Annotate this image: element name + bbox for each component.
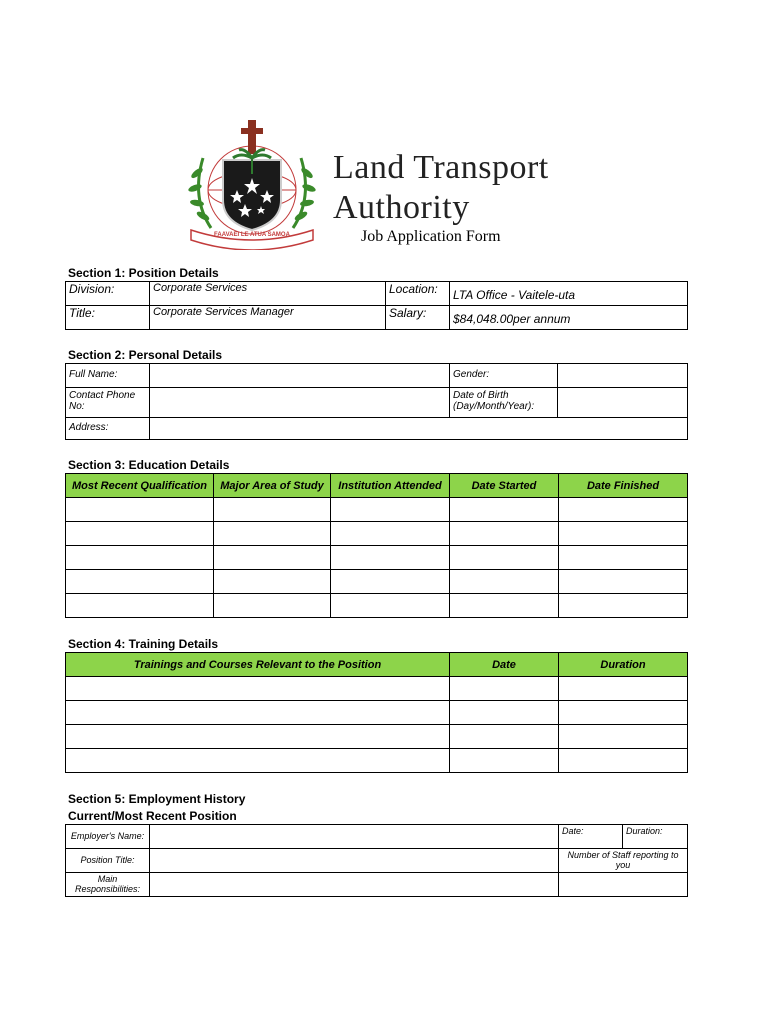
section1-title: Section 1: Position Details <box>68 266 219 280</box>
division-label: Division: <box>66 282 150 306</box>
table-row <box>66 546 688 570</box>
table-row <box>66 677 688 701</box>
gender-label: Gender: <box>450 364 558 388</box>
form-title: Job Application Form <box>361 228 501 245</box>
cell[interactable] <box>450 522 559 546</box>
table-row <box>66 594 688 618</box>
cell[interactable] <box>66 498 214 522</box>
org-name-line1: Land Transport <box>333 149 549 186</box>
education-table <box>65 473 688 618</box>
staff-reporting-field[interactable] <box>559 873 688 897</box>
salary-label: Salary: <box>386 306 450 330</box>
staff-reporting-label: Number of Staff reporting to you <box>559 849 688 873</box>
cell[interactable] <box>559 546 688 570</box>
position-details-table <box>65 281 688 330</box>
address-label: Address: <box>66 418 150 440</box>
table-row <box>66 570 688 594</box>
cell[interactable] <box>331 522 450 546</box>
cell[interactable] <box>559 677 688 701</box>
cell[interactable] <box>66 749 450 773</box>
col-date-started: Date Started <box>450 474 559 498</box>
training-table <box>65 652 688 773</box>
position-title-label: Position Title: <box>66 849 150 873</box>
cell[interactable] <box>331 570 450 594</box>
location-value: LTA Office - Vaitele-uta <box>450 282 688 306</box>
position-title-field[interactable] <box>150 849 559 873</box>
section4-title: Section 4: Training Details <box>68 637 219 651</box>
cell[interactable] <box>450 570 559 594</box>
employer-name-label: Employer's Name: <box>66 825 150 849</box>
cell[interactable] <box>66 677 450 701</box>
date-label: Date: <box>559 825 623 849</box>
cell[interactable] <box>450 677 559 701</box>
full-name-field[interactable] <box>150 364 450 388</box>
cell[interactable] <box>450 594 559 618</box>
gender-field[interactable] <box>558 364 688 388</box>
cell[interactable] <box>66 546 214 570</box>
title-label: Title: <box>66 306 150 330</box>
col-institution-attended: Institution Attended <box>331 474 450 498</box>
cell[interactable] <box>450 749 559 773</box>
cell[interactable] <box>559 522 688 546</box>
employer-name-field[interactable] <box>150 825 559 849</box>
cell[interactable] <box>331 594 450 618</box>
cell[interactable] <box>214 570 331 594</box>
division-value: Corporate Services <box>150 282 386 306</box>
dob-field[interactable] <box>558 388 688 418</box>
cell[interactable] <box>214 522 331 546</box>
main-responsibilities-field[interactable] <box>150 873 559 897</box>
cell[interactable] <box>450 701 559 725</box>
col-date-finished: Date Finished <box>559 474 688 498</box>
col-date: Date <box>450 653 559 677</box>
cell[interactable] <box>66 570 214 594</box>
contact-phone-label: Contact Phone No: <box>66 388 150 418</box>
cell[interactable] <box>66 701 450 725</box>
lta-seal-logo <box>183 118 321 250</box>
cell[interactable] <box>331 546 450 570</box>
seal-motto: FAAVAEI LE ATUA SAMOA <box>214 232 290 238</box>
cell[interactable] <box>559 701 688 725</box>
col-trainings-courses: Trainings and Courses Relevant to the Position <box>66 653 450 677</box>
cell[interactable] <box>66 522 214 546</box>
table-row <box>66 701 688 725</box>
cell[interactable] <box>559 749 688 773</box>
main-responsibilities-label: Main Responsibilities: <box>66 873 150 897</box>
cell[interactable] <box>331 498 450 522</box>
cell[interactable] <box>559 498 688 522</box>
cell[interactable] <box>66 725 450 749</box>
employment-history-table <box>65 824 688 897</box>
cell[interactable] <box>214 498 331 522</box>
address-field[interactable] <box>150 418 688 440</box>
section2-title: Section 2: Personal Details <box>68 348 223 362</box>
cell[interactable] <box>559 594 688 618</box>
cell[interactable] <box>214 546 331 570</box>
title-value: Corporate Services Manager <box>150 306 386 330</box>
dob-label: Date of Birth (Day/Month/Year): <box>450 388 558 418</box>
duration-label: Duration: <box>623 825 688 849</box>
table-row <box>66 725 688 749</box>
cell[interactable] <box>450 546 559 570</box>
table-row <box>66 522 688 546</box>
salary-value: $84,048.00per annum <box>450 306 688 330</box>
table-row <box>66 498 688 522</box>
full-name-label: Full Name: <box>66 364 150 388</box>
col-most-recent-qualification: Most Recent Qualification <box>66 474 214 498</box>
cell[interactable] <box>214 594 331 618</box>
cell[interactable] <box>66 594 214 618</box>
cell[interactable] <box>559 570 688 594</box>
location-label: Location: <box>386 282 450 306</box>
col-major-area-of-study: Major Area of Study <box>214 474 331 498</box>
section3-title: Section 3: Education Details <box>68 458 230 472</box>
cell[interactable] <box>450 498 559 522</box>
cell[interactable] <box>559 725 688 749</box>
contact-phone-field[interactable] <box>150 388 450 418</box>
section5-title: Section 5: Employment History <box>68 792 246 806</box>
col-duration: Duration <box>559 653 688 677</box>
section5-subtitle: Current/Most Recent Position <box>68 809 237 823</box>
org-name-line2: Authority <box>333 189 470 226</box>
cell[interactable] <box>450 725 559 749</box>
personal-details-table <box>65 363 688 440</box>
table-row <box>66 749 688 773</box>
